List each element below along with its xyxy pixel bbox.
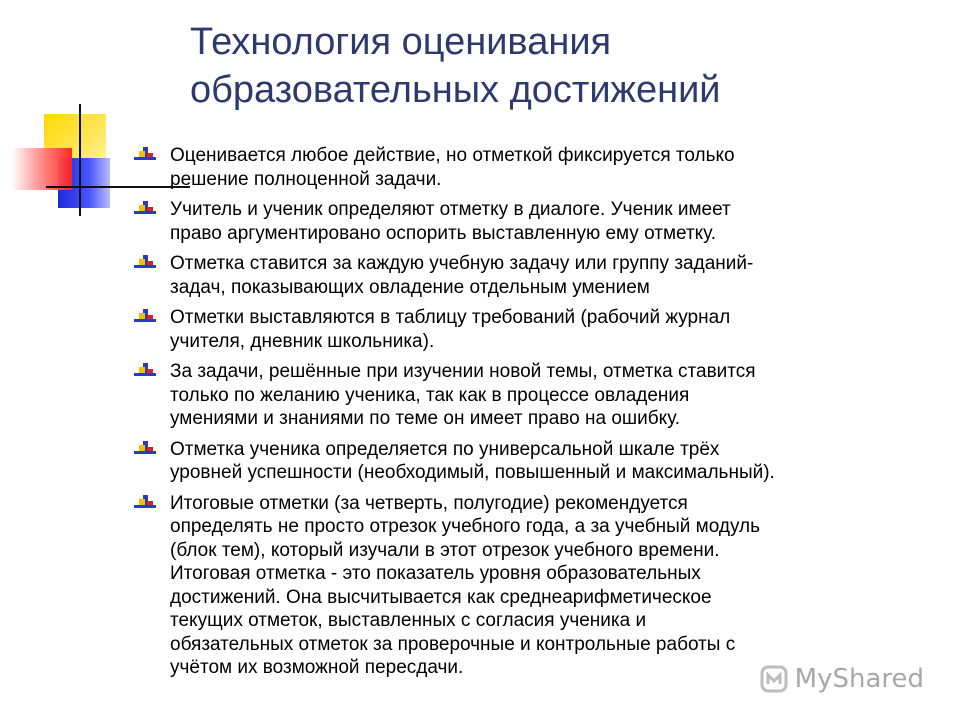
list-item (134, 492, 934, 680)
bullet-text: Учитель и ученик определяют отметку в диалоге. Ученик имеет право аргументировано оспорить выставленную ему отметку. (170, 199, 731, 244)
title-line: образовательных достижений (190, 69, 721, 111)
vertical-line (79, 104, 81, 216)
watermark-logo-icon (759, 664, 789, 694)
list-item (134, 198, 934, 245)
red-square (12, 148, 72, 190)
list-item (134, 438, 934, 485)
bullet-marker-icon (134, 147, 156, 165)
bullet-marker-icon (134, 363, 156, 381)
list-item (134, 360, 934, 431)
bullet-marker-icon (134, 201, 156, 219)
bullet-text: Отметка ставится за каждую учебную задачу или группу заданий- задач, показывающих овладение отдельным умением (170, 253, 754, 298)
bullet-marker-icon (134, 309, 156, 327)
title-line: Технология оценивания (190, 21, 612, 63)
bullet-text: Отметки выставляются в таблицу требований (рабочий журнал учителя, дневник школьника). (170, 307, 731, 352)
bullet-text: За задачи, решённые при изучении новой темы, отметка ставится только по желанию ученика, так как в процессе овладения умениями и знаниями по теме он имеет право на ошибку. (170, 361, 756, 429)
slide-title (190, 18, 890, 114)
bullet-text: Отметка ученика определяется по универсальной шкале трёх уровней успешности (необходимый, повышенный и максимальный). (170, 438, 775, 483)
bullet-marker-icon (134, 255, 156, 273)
bullet-marker-icon (134, 495, 156, 513)
list-item (134, 306, 934, 353)
bullet-text: Итоговые отметки (за четверть, полугодие) рекомендуется определять не просто отрезок учебного года, а за учебный модуль (блок тем), который изучали в этот отрезок учебного времени. Итоговая отметка - это показатель уровня образовательных достижений. Она высчитывается как среднеарифметическое текущих отметок, выставленных с согласия ученика и обязательных отметок за проверочные и контрольные работы с учётом их возможной пересдачи. (170, 492, 761, 678)
bullet-marker-icon (134, 441, 156, 459)
list-item (134, 252, 934, 299)
bullet-list (134, 144, 934, 687)
bullet-text: Оценивается любое действие, но отметкой фиксируется только решение полноценной задачи. (170, 145, 735, 190)
list-item (134, 144, 934, 191)
watermark (759, 664, 924, 694)
watermark-text: MyShared (794, 664, 924, 694)
